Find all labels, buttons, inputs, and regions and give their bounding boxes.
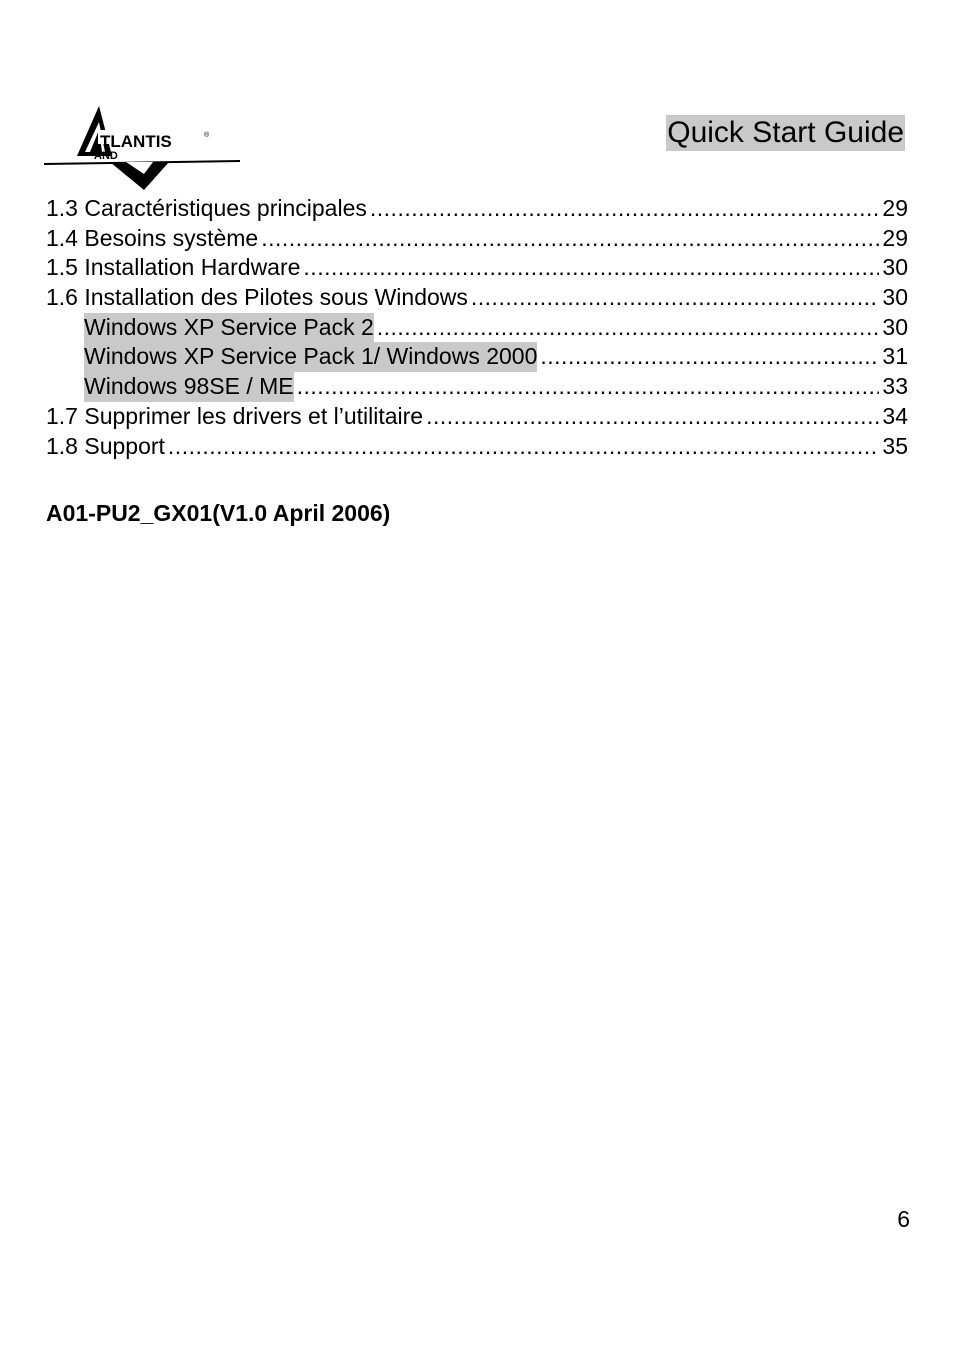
- toc-label: 1.4 Besoins système: [46, 224, 259, 251]
- toc-leader-dots: [297, 372, 880, 402]
- header-title: Quick Start Guide: [667, 116, 904, 149]
- toc-leader-dots: [540, 342, 879, 372]
- toc-row-sub[interactable]: [46, 342, 908, 372]
- toc-row-sub[interactable]: [46, 372, 908, 402]
- toc-leader-dots: [303, 253, 879, 283]
- svg-text:AND: AND: [94, 150, 118, 162]
- toc-label: 1.8 Support: [46, 432, 165, 459]
- toc-page-number: 33: [882, 373, 908, 400]
- toc-row[interactable]: [46, 194, 908, 224]
- svg-text:®: ®: [204, 132, 210, 139]
- toc-page-number: 34: [882, 402, 908, 429]
- toc-leader-dots: [168, 432, 879, 462]
- toc-leader-dots: [261, 224, 879, 254]
- toc-page-number: 30: [882, 284, 908, 311]
- toc-label: 1.7 Supprimer les drivers et l’utilitaire: [46, 402, 424, 429]
- toc-label: Windows 98SE / ME: [84, 372, 294, 402]
- toc-row[interactable]: [46, 432, 908, 462]
- toc-page-number: 30: [882, 254, 908, 281]
- toc-label: 1.3 Caractéristiques principales: [46, 195, 367, 221]
- document-code: A01-PU2_GX01(V1.0 April 2006): [46, 500, 391, 526]
- toc-label: Windows XP Service Pack 1/ Windows 2000: [84, 342, 537, 372]
- toc-row[interactable]: [46, 224, 908, 254]
- toc-page-number: 29: [882, 195, 908, 221]
- toc-leader-dots: [426, 402, 879, 432]
- toc-row[interactable]: [46, 253, 908, 283]
- toc-label: 1.5 Installation Hardware: [46, 254, 301, 281]
- toc-label: Windows XP Service Pack 2: [84, 313, 374, 343]
- page-number: 6: [897, 1206, 910, 1232]
- table-of-contents: [46, 194, 908, 461]
- toc-leader-dots: [370, 194, 880, 224]
- toc-row[interactable]: [46, 283, 908, 313]
- toc-page-number: 31: [882, 343, 908, 370]
- toc-leader-dots: [471, 283, 880, 313]
- atlantis-land-logo: [44, 104, 242, 194]
- toc-row[interactable]: [46, 402, 908, 432]
- toc-page-number: 35: [882, 432, 908, 459]
- svg-text:TLANTIS: TLANTIS: [100, 132, 172, 151]
- toc-label: 1.6 Installation des Pilotes sous Windows: [46, 284, 468, 311]
- toc-page-number: 30: [882, 313, 908, 340]
- toc-page-number: 29: [882, 224, 908, 251]
- toc-row-sub[interactable]: [46, 313, 908, 343]
- toc-leader-dots: [377, 313, 880, 343]
